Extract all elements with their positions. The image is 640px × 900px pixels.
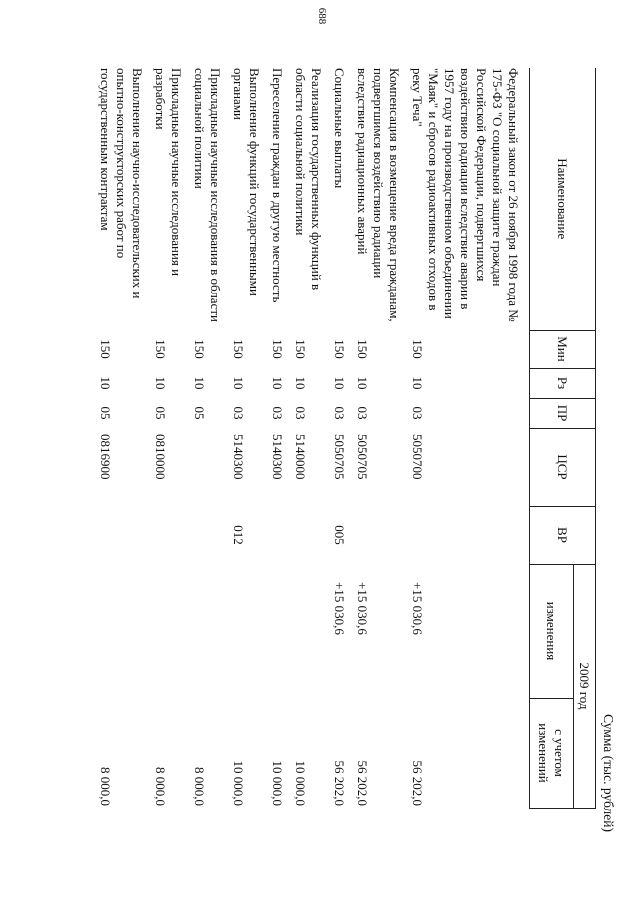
cell-with-changes: 10 000,0	[270, 760, 285, 806]
cell-with-changes: 56 202,0	[355, 760, 370, 806]
cell-name: Федеральный закон от 26 ноября 1998 года № 175-ФЗ "О социальной защите граждан Российской Федерации, подвергшихся воздействию радиации вследствие аварии в 1957 году на производственном объединении "Маяк" и сбросов радиоактивных отходов в реку Теча"	[410, 68, 521, 322]
cell-name: Выполнение функций государственными органами	[231, 68, 262, 296]
cell-csr: 5050700	[410, 434, 425, 480]
cell-min: 150	[231, 339, 246, 359]
cell-rz: 10	[355, 376, 370, 390]
cell-csr: 5140000	[293, 434, 308, 480]
header-csr: ЦСР	[530, 428, 596, 506]
header-pr: ПР	[530, 398, 596, 428]
cell-with-changes: 56 202,0	[410, 760, 425, 806]
cell-pr: 05	[192, 406, 207, 420]
page-number: 688	[316, 7, 328, 25]
cell-vr	[289, 506, 328, 564]
cell-csr: 5050705	[355, 434, 370, 480]
cell-vr	[266, 506, 289, 564]
cell-changes	[94, 564, 149, 698]
cell-pr: 03	[231, 406, 246, 420]
cell-vr	[188, 506, 227, 564]
cell-rz: 10	[332, 376, 347, 390]
cell-changes: +15 030,6	[355, 582, 370, 635]
cell-vr	[149, 506, 188, 564]
cell-rz: 10	[153, 376, 168, 390]
cell-min: 150	[410, 339, 425, 359]
cell-pr: 03	[355, 406, 370, 420]
header-vr: ВР	[530, 506, 596, 564]
header-year: 2009 год	[574, 564, 596, 808]
cell-csr: 5050705	[332, 434, 347, 480]
table-row	[188, 68, 227, 808]
cell-changes	[227, 564, 266, 698]
cell-csr: 0816900	[98, 434, 113, 480]
cell-csr: 5140300	[270, 434, 285, 480]
cell-csr: 5140300	[231, 434, 246, 480]
cell-name: Реализация государственных функций в области социальной политики	[293, 68, 324, 291]
cell-min: 150	[98, 339, 113, 359]
cell-name: Компенсация в возмещение вреда гражданам, подвергшимся воздействию радиации вследствие радиационных аварий	[355, 68, 402, 322]
cell-with-changes: 8 000,0	[153, 767, 168, 806]
cell-vr	[94, 506, 149, 564]
table-row	[289, 68, 328, 808]
cell-pr: 03	[410, 406, 425, 420]
cell-changes	[289, 564, 328, 698]
cell-min: 150	[332, 339, 347, 359]
cell-with-changes: 10 000,0	[231, 760, 246, 806]
table-row	[328, 68, 351, 808]
table-row	[227, 68, 266, 808]
cell-name: Переселение граждан в другую местность	[270, 68, 285, 303]
header-with-changes: с учетом изменений	[530, 698, 574, 808]
cell-vr	[406, 506, 530, 564]
cell-rz: 10	[98, 376, 113, 390]
cell-pr: 05	[153, 406, 168, 420]
cell-name: Социальные выплаты	[332, 68, 347, 189]
cell-pr: 03	[270, 406, 285, 420]
table-row	[149, 68, 188, 808]
cell-changes	[266, 564, 289, 698]
table-row	[351, 68, 406, 808]
budget-table	[94, 68, 596, 809]
cell-name: Прикладные научные исследования в области социальной политики	[192, 68, 223, 322]
cell-vr: 005	[332, 525, 347, 545]
cell-rz: 10	[231, 376, 246, 390]
cell-pr: 05	[98, 406, 113, 420]
cell-vr: 012	[231, 525, 246, 545]
header-name: Наименование	[530, 68, 596, 330]
header-rz: Рз	[530, 368, 596, 398]
cell-changes: +15 030,6	[410, 582, 425, 635]
cell-name: Выполнение научно-исследовательских и опытно-конструкторских работ по государственным контрактам	[98, 68, 145, 299]
table-row	[266, 68, 289, 808]
cell-csr	[188, 428, 227, 506]
cell-pr: 03	[293, 406, 308, 420]
cell-min: 150	[153, 339, 168, 359]
header-min: Мин	[530, 330, 596, 368]
cell-changes	[149, 564, 188, 698]
cell-rz: 10	[293, 376, 308, 390]
cell-rz: 10	[410, 376, 425, 390]
cell-with-changes: 56 202,0	[332, 760, 347, 806]
cell-vr	[351, 506, 406, 564]
table-row	[406, 68, 530, 808]
cell-with-changes: 10 000,0	[293, 760, 308, 806]
cell-min: 150	[270, 339, 285, 359]
cell-rz: 10	[270, 376, 285, 390]
cell-with-changes: 8 000,0	[98, 767, 113, 806]
cell-changes	[188, 564, 227, 698]
cell-rz: 10	[192, 376, 207, 390]
cell-changes: +15 030,6	[332, 582, 347, 635]
cell-with-changes: 8 000,0	[192, 767, 207, 806]
cell-name: Прикладные научные исследования и разработки	[153, 68, 184, 277]
cell-min: 150	[192, 339, 207, 359]
cell-min: 150	[355, 339, 370, 359]
cell-csr: 0810000	[153, 434, 168, 480]
table-row	[94, 68, 149, 808]
cell-min: 150	[293, 339, 308, 359]
units-caption: Сумма (тыс. рублей)	[601, 714, 616, 832]
cell-pr: 03	[332, 406, 347, 420]
header-changes: изменения	[530, 564, 574, 698]
